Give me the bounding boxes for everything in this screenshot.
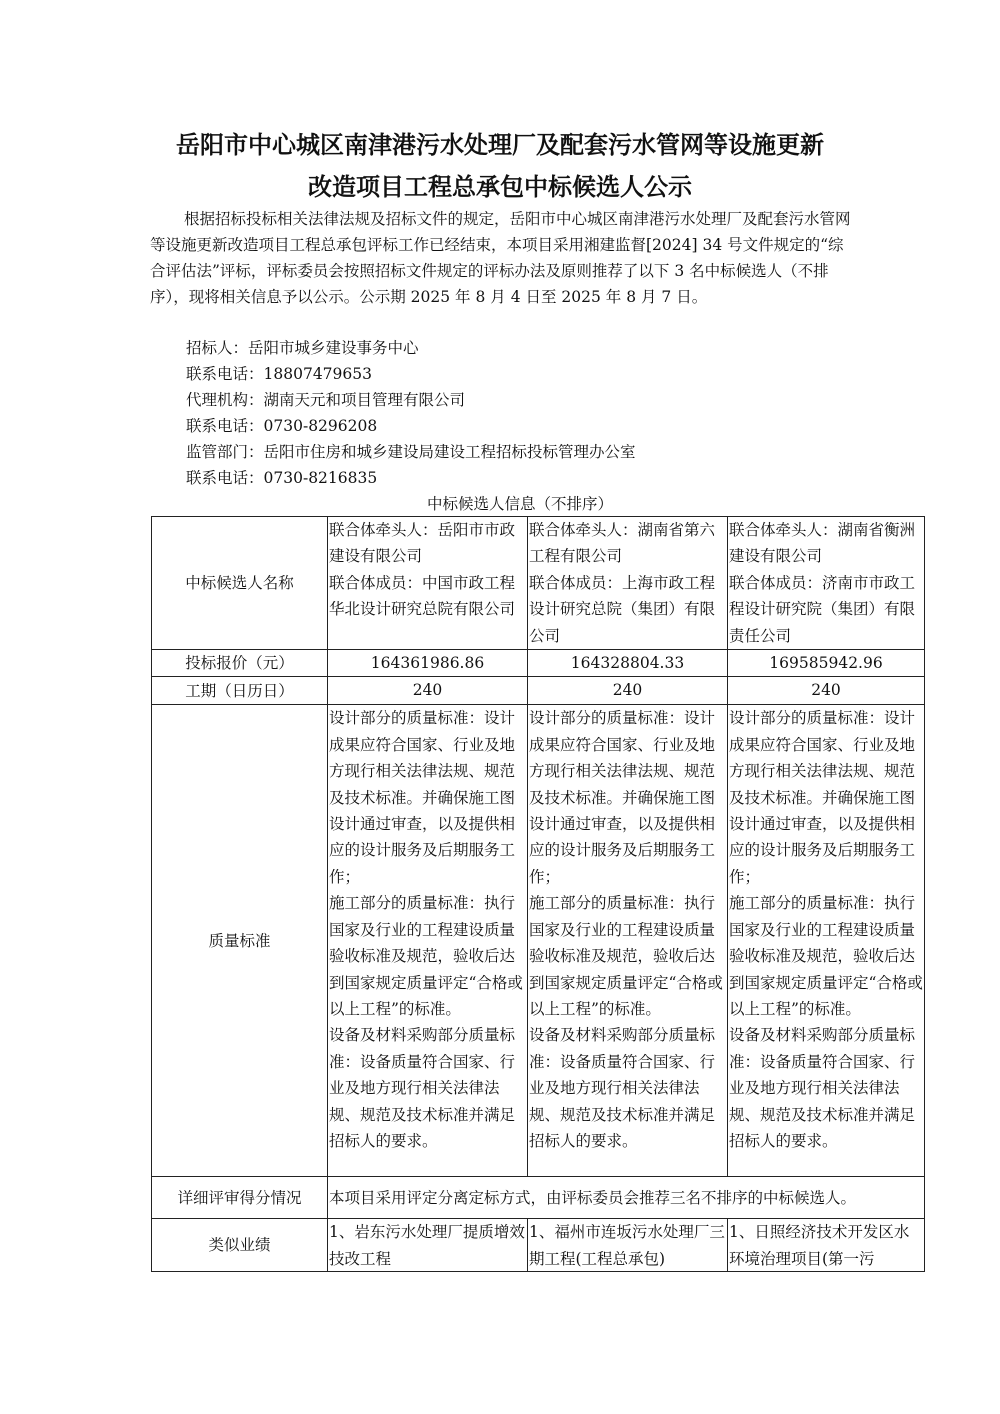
candidate-1-quality-cell (328, 705, 528, 1177)
table-caption: 中标候选人信息（不排序） (426, 495, 613, 513)
candidate-table (151, 516, 925, 1272)
candidate-2-price: 164328804.33 (528, 650, 728, 677)
contact-value: 18807479653 (263, 365, 372, 383)
candidate-2-performance-text: 1、福州市连坂污水处理厂三期工程(工程总承包) (529, 1223, 725, 1268)
intro-paragraph: 根据招标投标相关法律法规及招标文件的规定，岳阳市中心城区南津港污水处理厂及配套污水管网等设施更新改造项目工程总承包评标工作已经结束，本项目采用湘建监督[2024] 34 号文件规定的“综合评估法”评标，评标委员会按照招标文件规定的评标办法及原则推荐了以下 3 名中标候选人（不排序），现将相关信息予以公示。公示期 2025 年 8 月 4 日至 2025 年 8 月 7 日。 (150, 210, 851, 306)
contact-value: 湖南天元和项目管理有限公司 (263, 391, 466, 409)
candidate-1-quality-procurement: 设备及材料采购部分质量标准：设备质量符合国家、行业及地方现行相关法律法规、规范及技术标准并满足招标人的要求。 (329, 1026, 516, 1150)
score-description: 本项目采用评定分离定标方式，由评标委员会推荐三名不排序的中标候选人。 (328, 1177, 925, 1219)
tenderer-phone-row (186, 361, 636, 387)
table-row (152, 677, 925, 705)
candidate-3-performance (728, 1219, 925, 1272)
candidate-1-member: 联合体成员：中国市政工程华北设计研究总院有限公司 (329, 573, 516, 619)
row-label-performance: 类似业绩 (152, 1219, 328, 1272)
candidate-3-member: 联合体成员：济南市市政工程设计研究院（集团）有限责任公司 (729, 573, 916, 645)
candidate-3-quality-design: 设计部分的质量标准：设计成果应符合国家、行业及地方现行相关法律法规、规范及技术标准。并确保施工图设计通过审查，以及提供相应的设计服务及后期服务工作； (729, 709, 916, 886)
candidate-3-quality-procurement: 设备及材料采购部分质量标准：设备质量符合国家、行业及地方现行相关法律法规、规范及技术标准并满足招标人的要求。 (729, 1026, 916, 1150)
candidate-1-performance-text: 1、岩东污水处理厂提质增效技改工程 (329, 1223, 525, 1268)
candidate-1-performance (328, 1219, 528, 1272)
candidate-2-member: 联合体成员：上海市政工程设计研究总院（集团）有限公司 (529, 573, 716, 645)
candidate-3-period: 240 (728, 677, 925, 705)
contact-value: 0730-8296208 (263, 417, 378, 435)
candidate-2-name-cell (528, 517, 728, 650)
document-title-line-2: 改造项目工程总承包中标候选人公示 (308, 173, 692, 201)
row-label-period: 工期（日历日） (152, 677, 328, 705)
candidate-3-lead: 联合体牵头人：湖南省衡洲建设有限公司 (729, 521, 916, 566)
candidate-1-period: 240 (328, 677, 528, 705)
table-row (152, 1219, 925, 1272)
tenderer-row (186, 335, 636, 361)
row-label-score: 详细评审得分情况 (152, 1177, 328, 1219)
contact-list (186, 335, 636, 491)
document-title-line-1: 岳阳市中心城区南津港污水处理厂及配套污水管网等设施更新 (176, 131, 824, 159)
row-label-price: 投标报价（元） (152, 650, 328, 677)
contact-label: 招标人： (186, 339, 249, 357)
candidate-3-name-cell (728, 517, 925, 650)
row-label-name: 中标候选人名称 (152, 517, 328, 650)
contact-label: 联系电话： (186, 469, 264, 487)
candidate-2-quality-cell (528, 705, 728, 1177)
row-label-quality: 质量标准 (152, 705, 328, 1177)
contact-value: 岳阳市城乡建设事务中心 (248, 339, 419, 357)
table-row (152, 650, 925, 677)
contact-label: 联系电话： (186, 417, 264, 435)
candidate-2-performance (528, 1219, 728, 1272)
candidate-2-quality-design: 设计部分的质量标准：设计成果应符合国家、行业及地方现行相关法律法规、规范及技术标准。并确保施工图设计通过审查，以及提供相应的设计服务及后期服务工作； (529, 709, 716, 886)
candidate-3-performance-text: 1、日照经济技术开发区水环境治理项目(第一污 (729, 1223, 910, 1268)
candidate-1-name-cell (328, 517, 528, 650)
supervisor-row (186, 439, 636, 465)
candidate-3-price: 169585942.96 (728, 650, 925, 677)
candidate-1-lead: 联合体牵头人：岳阳市市政建设有限公司 (329, 521, 516, 566)
agency-phone-row (186, 413, 636, 439)
agency-row (186, 387, 636, 413)
candidate-2-period: 240 (528, 677, 728, 705)
contact-label: 代理机构： (186, 391, 264, 409)
candidate-2-lead: 联合体牵头人：湖南省第六工程有限公司 (529, 521, 716, 566)
contact-value: 0730-8216835 (263, 469, 378, 487)
table-row (152, 705, 925, 1177)
table-row (152, 1177, 925, 1219)
candidate-1-quality-construction: 施工部分的质量标准：执行国家及行业的工程建设质量验收标准及规范，验收后达到国家规定质量评定“合格或以上工程”的标准。 (329, 894, 523, 1018)
candidate-3-quality-cell (728, 705, 925, 1177)
candidate-1-quality-design: 设计部分的质量标准：设计成果应符合国家、行业及地方现行相关法律法规、规范及技术标准。并确保施工图设计通过审查，以及提供相应的设计服务及后期服务工作； (329, 709, 516, 886)
contact-value: 岳阳市住房和城乡建设局建设工程招标投标管理办公室 (263, 443, 636, 461)
contact-label: 监管部门： (186, 443, 264, 461)
candidate-2-quality-construction: 施工部分的质量标准：执行国家及行业的工程建设质量验收标准及规范，验收后达到国家规定质量评定“合格或以上工程”的标准。 (529, 894, 723, 1018)
candidate-3-quality-construction: 施工部分的质量标准：执行国家及行业的工程建设质量验收标准及规范，验收后达到国家规定质量评定“合格或以上工程”的标准。 (729, 894, 923, 1018)
candidate-1-price: 164361986.86 (328, 650, 528, 677)
contact-label: 联系电话： (186, 365, 264, 383)
table-row (152, 517, 925, 650)
supervisor-phone-row (186, 465, 636, 491)
candidate-2-quality-procurement: 设备及材料采购部分质量标准：设备质量符合国家、行业及地方现行相关法律法规、规范及技术标准并满足招标人的要求。 (529, 1026, 716, 1150)
